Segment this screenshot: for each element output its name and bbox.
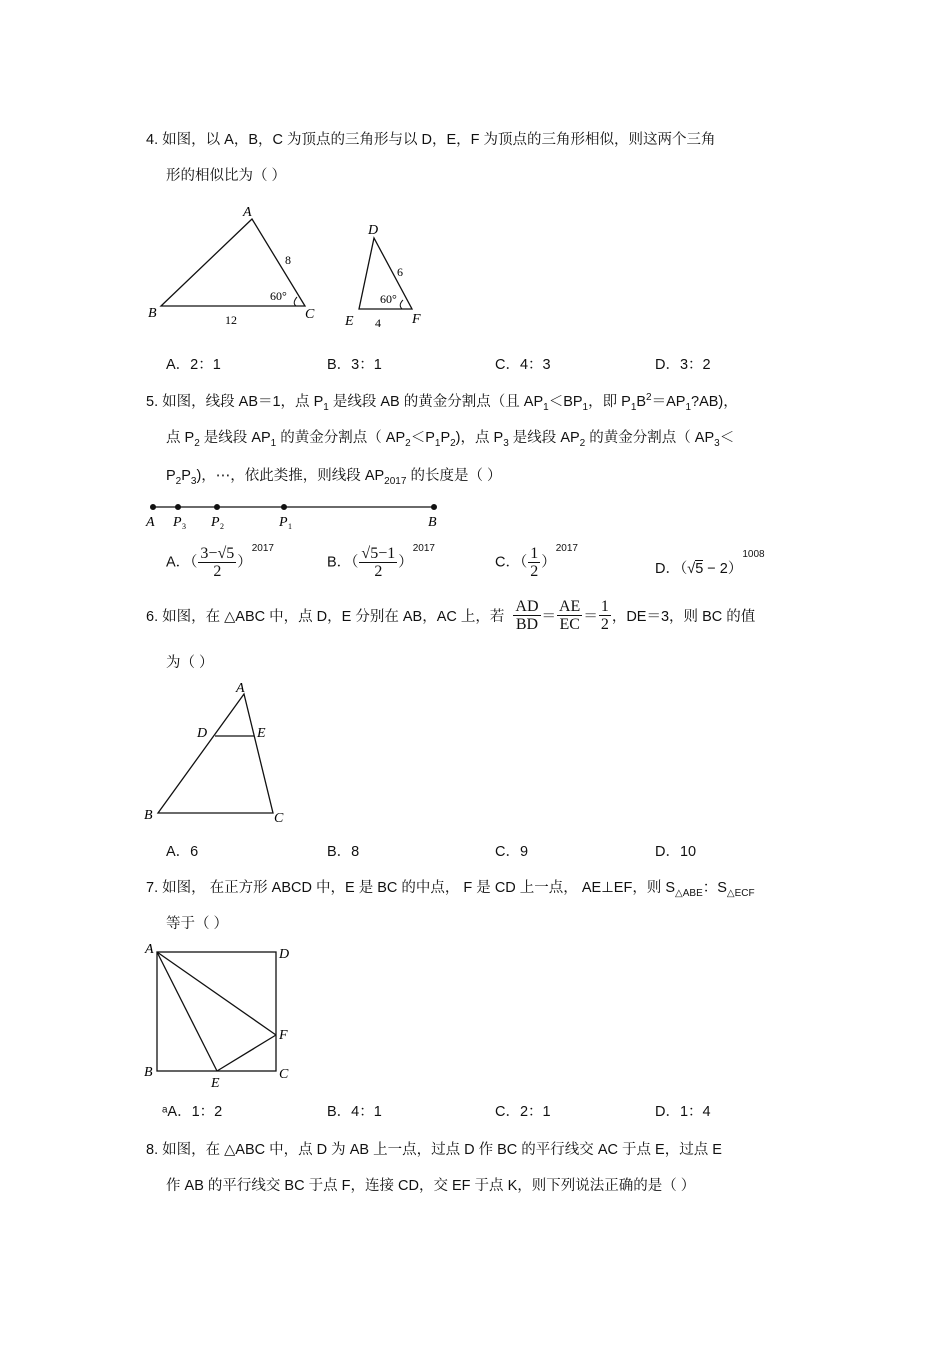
label-e: E [345,314,354,329]
label-f: F [412,312,421,327]
label-a: A [243,205,252,220]
q7-option-b[interactable]: B．4：1 [327,1104,382,1120]
side-df-length: 6 [397,265,403,279]
svg-text:P: P [211,515,220,530]
q6-figure [140,676,290,826]
q7-stem-line2: 等于（ ） [166,916,229,932]
segment-ef [217,1035,276,1071]
svg-text:B: B [144,808,153,823]
q5-stem-line1: 5. 如图，线段 AB＝1，点 $P_1$ 是线段 AB 的黄金分割点（且 $AP_1<BP_1$，即 $P_1B^2=AP_1?AB$)， [146,392,738,413]
square-abcd [157,952,276,1071]
svg-text:1: 1 [288,522,292,531]
q4-figure [140,196,440,331]
q8-stem-line1: 8. 如图，在 △ABC 中，点 D 为 AB 上一点，过点 D 作 BC 的平行线交 AC 于点 E，过点 E [146,1142,722,1158]
label-c: C [305,307,315,322]
q6-stem-line2: 为（ ） [166,655,214,671]
svg-text:B: B [144,1065,153,1080]
point-p2 [214,504,220,510]
svg-text:F: F [279,1028,288,1043]
svg-text:A: A [145,942,154,957]
svg-text:C: C [274,811,284,826]
segment-ae [157,952,217,1071]
svg-text:E: E [257,726,266,741]
svg-text:A: A [146,515,155,530]
svg-text:P: P [173,515,182,530]
svg-text:D: D [279,947,290,962]
q5-stem-line3: $P_2P_3$)，⋯，依此类推，则线段 $AP_{2017}$ 的长度是（ ） [166,468,502,487]
q4-option-a[interactable]: A．2：1 [166,357,221,373]
q4-option-c[interactable]: C．4：3 [495,357,551,373]
point-a [150,504,156,510]
svg-text:C: C [279,1067,289,1082]
svg-text:3: 3 [182,522,186,531]
side-bc-length: 12 [225,313,237,327]
svg-text:P: P [279,515,288,530]
svg-text:D: D [197,726,208,741]
q7-stem-line1: 7. 如图， 在正方形 ABCD 中，E 是 BC 的中点， F 是 CD 上一点， AE⊥EF，则 $S_{\triangle ABE}$：$S_{\triangle ECF}$ [146,880,755,899]
q7-option-d[interactable]: D．1：4 [655,1104,711,1120]
q7-option-c[interactable]: C．2：1 [495,1104,551,1120]
angle-c: 60° [270,289,287,303]
q7-figure [140,938,300,1088]
triangle-abc [158,694,273,813]
q5-option-c[interactable]: C．（ $\frac{1}{2}$ ）$^{2017}$ [495,542,578,580]
q6-option-b[interactable]: B．8 [327,844,360,860]
q5-stem-line2: 点 $P_2$ 是线段 $AP_1$ 的黄金分割点（ $AP_2<P_1P_2$)，点 $P_3$ 是线段 $AP_2$ 的黄金分割点（ $AP_3<$ [166,430,735,449]
q6-option-d[interactable]: D．10 [655,844,697,860]
q4-stem-line2: 形的相似比为（ ） [166,168,287,184]
label-d: D [368,223,379,238]
side-ef-length: 4 [375,316,381,330]
angle-f: 60° [380,292,397,306]
segment-af [157,952,276,1035]
point-b [431,504,437,510]
q6-stem-line1: 6. 如图，在 △ABC 中，点 D，E 分别在 AB，AC 上，若 $\frac{AD}{BD}$ ＝ $\frac{AE}{EC}$ ＝ $\frac{1}{2}$ ，DE＝3，则 BC 的值 [146,598,756,633]
q5-option-a[interactable]: A．（ $\frac{3-√5}{2}$ ）$^{2017}$ [166,542,274,580]
svg-text:B: B [428,515,437,530]
svg-text:A: A [236,681,245,696]
point-p1 [281,504,287,510]
q6-option-c[interactable]: C．9 [495,844,529,860]
q8-stem-line2: 作 AB 的平行线交 BC 于点 F，连接 CD，交 EF 于点 K，则下列说法正确的是（ ） [166,1178,696,1194]
q5-option-b[interactable]: B．（ $\frac{√5-1}{2}$ ）$^{2017}$ [327,542,435,580]
label-b: B [148,306,157,321]
svg-text:2: 2 [220,522,224,531]
q7-option-a[interactable]: ᵃA．1：2 [162,1104,223,1120]
q5-figure-segment [140,495,450,533]
point-p3 [175,504,181,510]
svg-text:E: E [211,1076,220,1088]
side-ac-length: 8 [285,253,291,267]
q5-option-d[interactable]: D．$(√5 - 2)^{1008}$ [655,549,765,577]
q4-option-b[interactable]: B．3：1 [327,357,382,373]
q4-stem-line1: 4. 如图，以 A，B，C 为顶点的三角形与以 D，E，F 为顶点的三角形相似，则这两个三角 [146,132,716,148]
q6-option-a[interactable]: A．6 [166,844,199,860]
q4-option-d[interactable]: D．3：2 [655,357,711,373]
